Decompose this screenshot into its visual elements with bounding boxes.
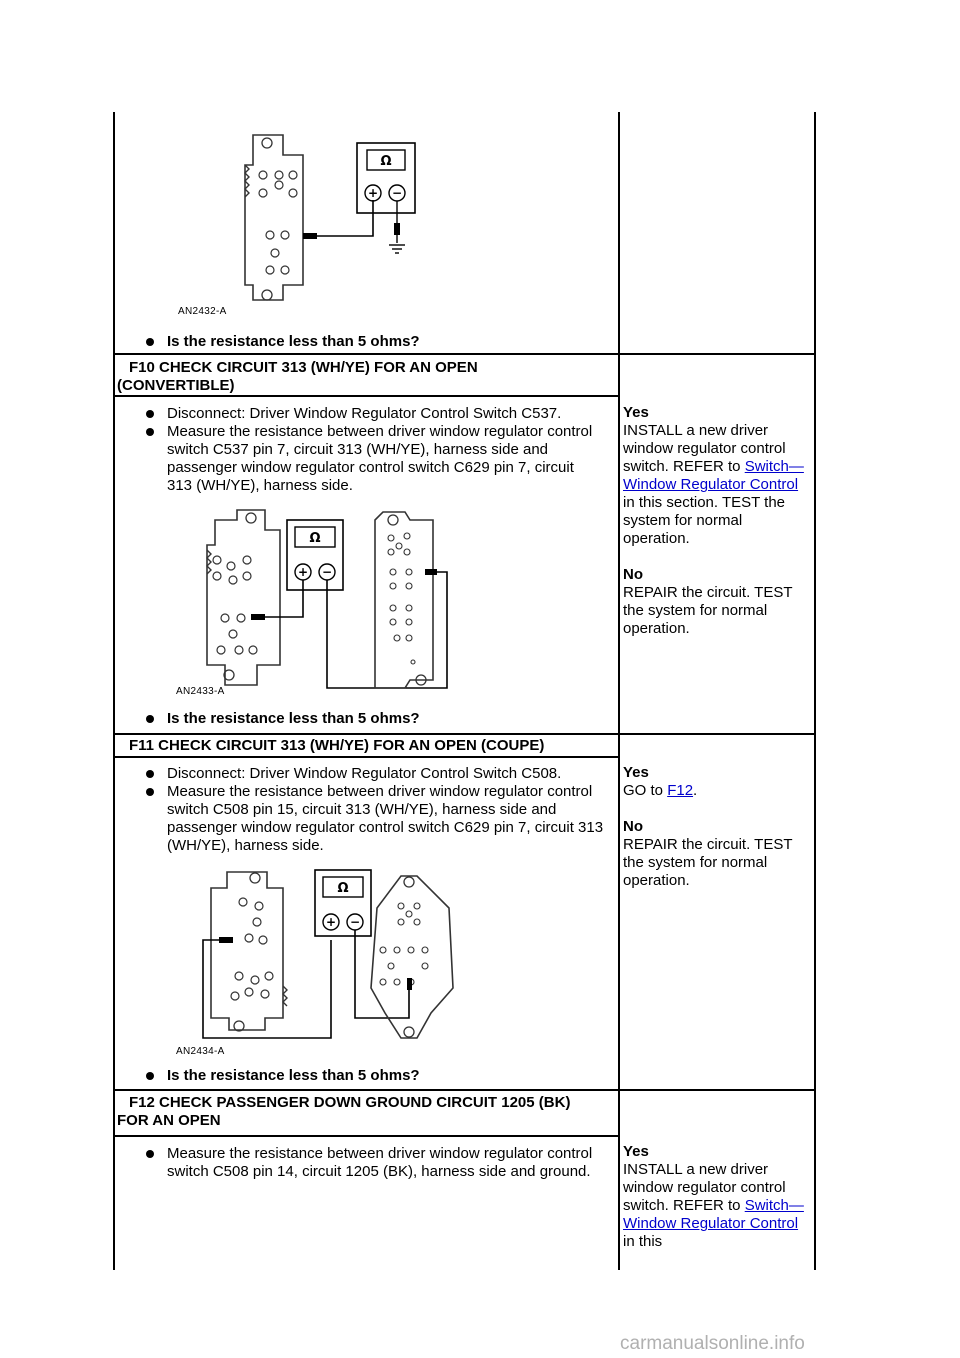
no-text-f10: REPAIR the circuit. TEST the system for normal operation. bbox=[623, 584, 793, 637]
svg-text:+: + bbox=[297, 565, 309, 579]
yes-label-f10: Yes bbox=[623, 404, 649, 421]
meter-ohm-symbol-3: Ω bbox=[337, 881, 349, 896]
figure-label-an2432: AN2432-A bbox=[178, 306, 227, 317]
yes-text-f11: GO to bbox=[623, 782, 664, 799]
no-label-f11: No bbox=[623, 818, 643, 835]
link-f12[interactable]: F12 bbox=[667, 782, 694, 799]
result-f10 bbox=[623, 404, 811, 638]
row-divider-f12 bbox=[113, 1089, 816, 1091]
yes-tail-f12: in this bbox=[623, 1233, 663, 1250]
yes-text-f10: INSTALL a new driver window regulator control switch. REFER to bbox=[623, 422, 786, 475]
row-divider-f10 bbox=[113, 353, 816, 355]
svg-text:−: − bbox=[349, 915, 361, 929]
svg-text:+: + bbox=[367, 186, 379, 200]
step-title-f10: F10 CHECK CIRCUIT 313 (WH/YE) FOR AN OPEN (CONVERTIBLE) bbox=[117, 359, 478, 394]
table-middle-border bbox=[618, 112, 620, 1270]
yes-tail-f11: . bbox=[693, 782, 698, 799]
meter-ohm-symbol-2: Ω bbox=[309, 531, 321, 546]
step-title-divider-f10 bbox=[113, 395, 620, 397]
svg-text:−: − bbox=[321, 565, 333, 579]
step-title-divider-f11 bbox=[113, 756, 620, 758]
meter-ohm-symbol: Ω bbox=[380, 154, 392, 169]
step-title-f11: F11 CHECK CIRCUIT 313 (WH/YE) FOR AN OPEN (COUPE) bbox=[129, 737, 545, 754]
svg-text:+: + bbox=[325, 915, 337, 929]
figure-label-an2434: AN2434-A bbox=[176, 1046, 225, 1057]
yes-label-f12: Yes bbox=[623, 1143, 649, 1160]
yes-tail-f10: in this section. TEST the system for normal operation. bbox=[623, 494, 786, 547]
result-f11 bbox=[623, 764, 811, 890]
result-f12 bbox=[623, 1143, 811, 1251]
yes-text-f12: INSTALL a new driver window regulator control switch. REFER to bbox=[623, 1161, 786, 1214]
step-title-f12: F12 CHECK PASSENGER DOWN GROUND CIRCUIT 1205 (BK) FOR AN OPEN bbox=[117, 1094, 571, 1129]
wiring-figure-an2433 bbox=[195, 510, 465, 695]
wiring-figure-an2434 bbox=[195, 868, 465, 1043]
link-switch-window-regulator-control-f12[interactable]: Switch—Window Regulator Control bbox=[623, 1197, 804, 1232]
table-right-border bbox=[814, 112, 816, 1270]
yes-label-f11: Yes bbox=[623, 764, 649, 781]
watermark: carmanualsonline.info bbox=[620, 1333, 805, 1354]
step-title-divider-f12 bbox=[113, 1135, 620, 1137]
no-text-f11: REPAIR the circuit. TEST the system for normal operation. bbox=[623, 836, 793, 889]
no-label-f10: No bbox=[623, 566, 643, 583]
figure-label-an2433: AN2433-A bbox=[176, 686, 225, 697]
svg-text:−: − bbox=[391, 186, 403, 200]
row-divider-f11 bbox=[113, 733, 816, 735]
link-switch-window-regulator-control-f10[interactable]: Switch—Window Regulator Control bbox=[623, 458, 804, 493]
wiring-figure-an2432 bbox=[175, 135, 445, 325]
table-left-border bbox=[113, 112, 115, 1270]
